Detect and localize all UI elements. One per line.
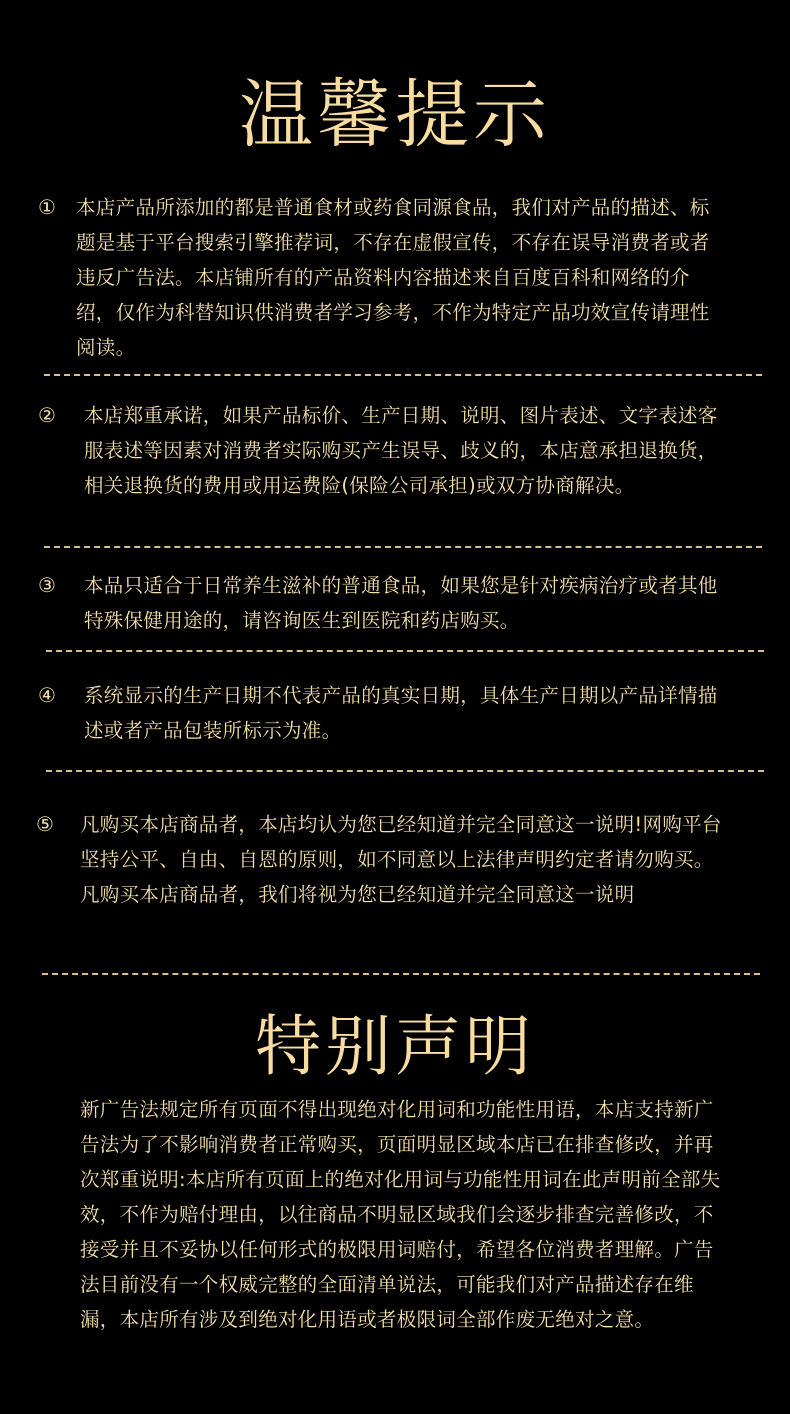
notice-item-1 [38, 190, 721, 365]
notice-item-5 [36, 807, 728, 912]
dashed-divider [44, 374, 762, 376]
notice-text-2: 本店郑重承诺，如果产品标价、生产日期、说明、图片表述、文字表述客服表述等因素对消费者实际购买产生误导、歧义的，本店意承担退换货，相关退换货的费用或用运费险(保险公司承担)或双方协商解决。 [84, 404, 718, 497]
warm-tips-title: 温馨提示 [239, 72, 551, 158]
notice-text-1: 本店产品所添加的都是普通食材或药食同源食品，我们对产品的描述、标题是基于平台搜索引擎推荐词，不存在虚假宣传，不存在误导消费者或者违反广告法。本店铺所有的产品资料内容描述来自百度百科和网络的介绍，仅作为科替知识供消费者学习参考，不作为特定产品功效宣传请理性阅读。 [76, 196, 710, 359]
notice-number-3: ③ [38, 573, 56, 597]
notice-number-4: ④ [38, 683, 56, 707]
dashed-divider [42, 973, 760, 975]
dashed-divider [44, 546, 762, 548]
notice-item-4 [38, 678, 724, 748]
notice-number-2: ② [38, 403, 56, 427]
notice-number-1: ① [38, 195, 56, 219]
notice-item-3 [38, 568, 724, 638]
dashed-divider [46, 650, 764, 652]
notice-text-4: 系统显示的生产日期不代表产品的真实日期，具体生产日期以产品详情描述或者产品包装所标示为准。 [84, 684, 718, 742]
notice-text-5: 凡购买本店商品者，本店均认为您已经知道并完全同意这一说明!网购平台坚持公平、自由、自恩的原则，如不同意以上法律声明约定者请勿购买。凡购买本店商品者，我们将视为您已经知道并完全同意这一说明 [80, 813, 722, 906]
dashed-divider [46, 770, 764, 772]
notice-number-5: ⑤ [36, 812, 54, 836]
special-statement-text: 新广告法规定所有页面不得出现绝对化用词和功能性用语，本店支持新广告法为了不影响消费者正常购买，页面明显区域本店已在排查修改，并再次郑重说明:本店所有页面上的绝对化用词与功能性用词在此声明前全部失效，不作为赔付理由，以往商品不明显区域我们会逐步排查完善修改，不接受并且不妥协以任何形式的极限用词赔付，希望各位消费者理解。广告法目前没有一个权威完整的全面清单说法，可能我们对产品描述存在维漏，本店所有涉及到绝对化用语或者极限词全部作废无绝对之意。 [80, 1098, 721, 1331]
special-statement-title: 特别声明 [255, 1008, 535, 1085]
notice-text-3: 本品只适合于日常养生滋补的普通食品，如果您是针对疾病治疗或者其他特殊保健用途的，请咨询医生到医院和药店购买。 [84, 574, 718, 632]
notice-item-2 [38, 398, 724, 503]
